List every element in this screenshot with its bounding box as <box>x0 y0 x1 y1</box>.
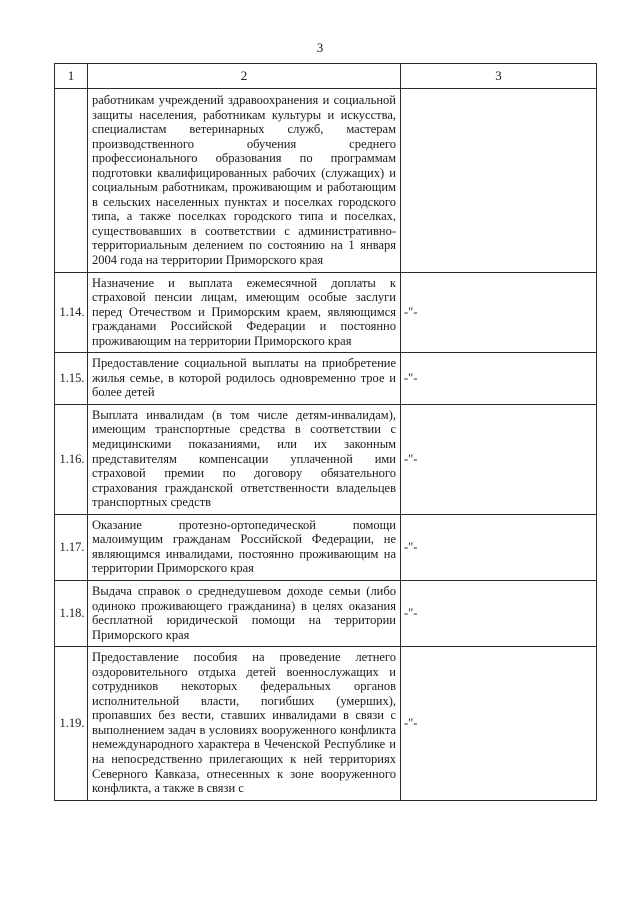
row-number: 1.17. <box>55 514 88 580</box>
row-description: Оказание протезно-ортопедической помощи малоимущим гражданам Российской Федерации, не являющимся инвалидами, постоянно проживающим на территории Приморского края <box>88 514 401 580</box>
row-number: 1.19. <box>55 647 88 800</box>
row-description: Предоставление социальной выплаты на приобретение жилья семье, в которой родилось одновременно трое и более детей <box>88 353 401 405</box>
table-row <box>55 89 597 273</box>
row-note: -"- <box>401 353 597 405</box>
table-row <box>55 353 597 405</box>
row-number: 1.14. <box>55 272 88 353</box>
row-number <box>55 89 88 273</box>
table-header-row <box>55 64 597 89</box>
row-description: Предоставление пособия на проведение летнего оздоровительного отдыха детей военнослужащих и сотрудников некоторых федеральных органов исполнительной власти, погибших (умерших), пропавших без вести, ставших инвалидами в связи с выполнением задач в условиях вооруженного конфликта немеждународного характера в Чеченской Республике и на непосредственно прилегающих к ней территориях Северного Кавказа, отнесенных к зоне вооруженного конфликта, а также в связи с <box>88 647 401 800</box>
row-description: Выплата инвалидам (в том числе детям-инвалидам), имеющим транспортные средства в соответствии с медицинскими показаниями, или их законным представителям компенсации уплаченной ими страховой премии по договору обязательного страхования гражданской ответственности владельцев транспортных средств <box>88 404 401 514</box>
row-note: -"- <box>401 404 597 514</box>
column-header-3: 3 <box>401 64 597 89</box>
row-note: -"- <box>401 580 597 646</box>
page-number: 3 <box>316 40 324 55</box>
table-row <box>55 272 597 353</box>
table-row <box>55 580 597 646</box>
column-header-2: 2 <box>88 64 401 89</box>
row-description: работникам учреждений здравоохранения и социальной защиты населения, работникам культуры и искусства, специалистам ветеринарных служб, мастерам производственного обучения среднего профессионального образования по программам подготовки квалифицированных рабочих (служащих) и социальным работникам, проживающим и работающим в сельских населенных пунктах и поселках городского типа, а также поселках городского типа и поселках, существовавших в соответствии с административно-территориальным делением по состоянию на 1 января 2004 года на территории Приморского края <box>88 89 401 273</box>
row-note: -"- <box>401 514 597 580</box>
row-description: Выдача справок о среднедушевом доходе семьи (либо одиноко проживающего гражданина) в целях оказания бесплатной юридической помощи на территории Приморского края <box>88 580 401 646</box>
table-row <box>55 647 597 800</box>
row-number: 1.15. <box>55 353 88 405</box>
row-number: 1.18. <box>55 580 88 646</box>
row-note: -"- <box>401 272 597 353</box>
row-number: 1.16. <box>55 404 88 514</box>
row-description: Назначение и выплата ежемесячной доплаты к страховой пенсии лицам, имеющим особые заслуги перед Отечеством и Приморским краем, являющимся гражданами Российской Федерации и постоянно проживающим на территории Приморского края <box>88 272 401 353</box>
table-row <box>55 514 597 580</box>
table-row <box>55 404 597 514</box>
services-table <box>54 63 597 801</box>
column-header-1: 1 <box>55 64 88 89</box>
row-note: -"- <box>401 647 597 800</box>
row-note <box>401 89 597 273</box>
